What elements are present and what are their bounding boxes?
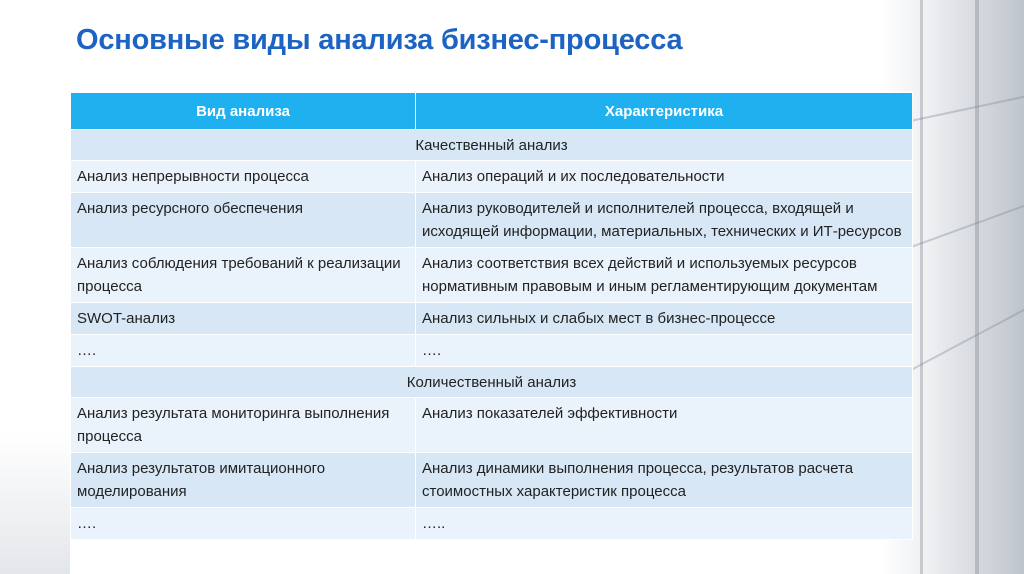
analysis-type-cell: SWOT-анализ (71, 303, 416, 335)
characteristic-cell: Анализ соответствия всех действий и используемых ресурсов нормативным правовым и иным регламентирующим документам (416, 248, 913, 303)
table-row (71, 508, 913, 540)
characteristic-cell: ….. (416, 508, 913, 540)
analysis-type-cell: …. (71, 335, 416, 367)
characteristic-cell: …. (416, 335, 913, 367)
characteristic-cell: Анализ сильных и слабых мест в бизнес-процессе (416, 303, 913, 335)
analysis-type-cell: Анализ соблюдения требований к реализации процесса (71, 248, 416, 303)
analysis-type-cell: Анализ результатов имитационного моделирования (71, 453, 416, 508)
slide-title: Основные виды анализа бизнес-процесса (76, 24, 683, 56)
section-label: Качественный анализ (71, 130, 913, 161)
table-row (71, 335, 913, 367)
characteristic-cell: Анализ руководителей и исполнителей процесса, входящей и исходящей информации, материальных, технических и ИТ-ресурсов (416, 193, 913, 248)
analysis-type-cell: Анализ непрерывности процесса (71, 161, 416, 193)
header-characteristic: Характеристика (416, 93, 913, 130)
analysis-type-cell: Анализ ресурсного обеспечения (71, 193, 416, 248)
characteristic-cell: Анализ динамики выполнения процесса, результатов расчета стоимостных характеристик процесса (416, 453, 913, 508)
table-row (71, 303, 913, 335)
table-row (71, 161, 913, 193)
background-corner-shade (0, 430, 70, 574)
characteristic-cell: Анализ показателей эффективности (416, 398, 913, 453)
analysis-type-cell: …. (71, 508, 416, 540)
section-row-qualitative (71, 130, 913, 161)
section-row-quantitative (71, 367, 913, 398)
table-row (71, 398, 913, 453)
table-row (71, 248, 913, 303)
header-analysis-type: Вид анализа (71, 93, 416, 130)
analysis-type-cell: Анализ результата мониторинга выполнения процесса (71, 398, 416, 453)
table-header-row (71, 93, 913, 130)
section-label: Количественный анализ (71, 367, 913, 398)
table-row (71, 453, 913, 508)
characteristic-cell: Анализ операций и их последовательности (416, 161, 913, 193)
table-row (71, 193, 913, 248)
analysis-table (70, 92, 913, 540)
